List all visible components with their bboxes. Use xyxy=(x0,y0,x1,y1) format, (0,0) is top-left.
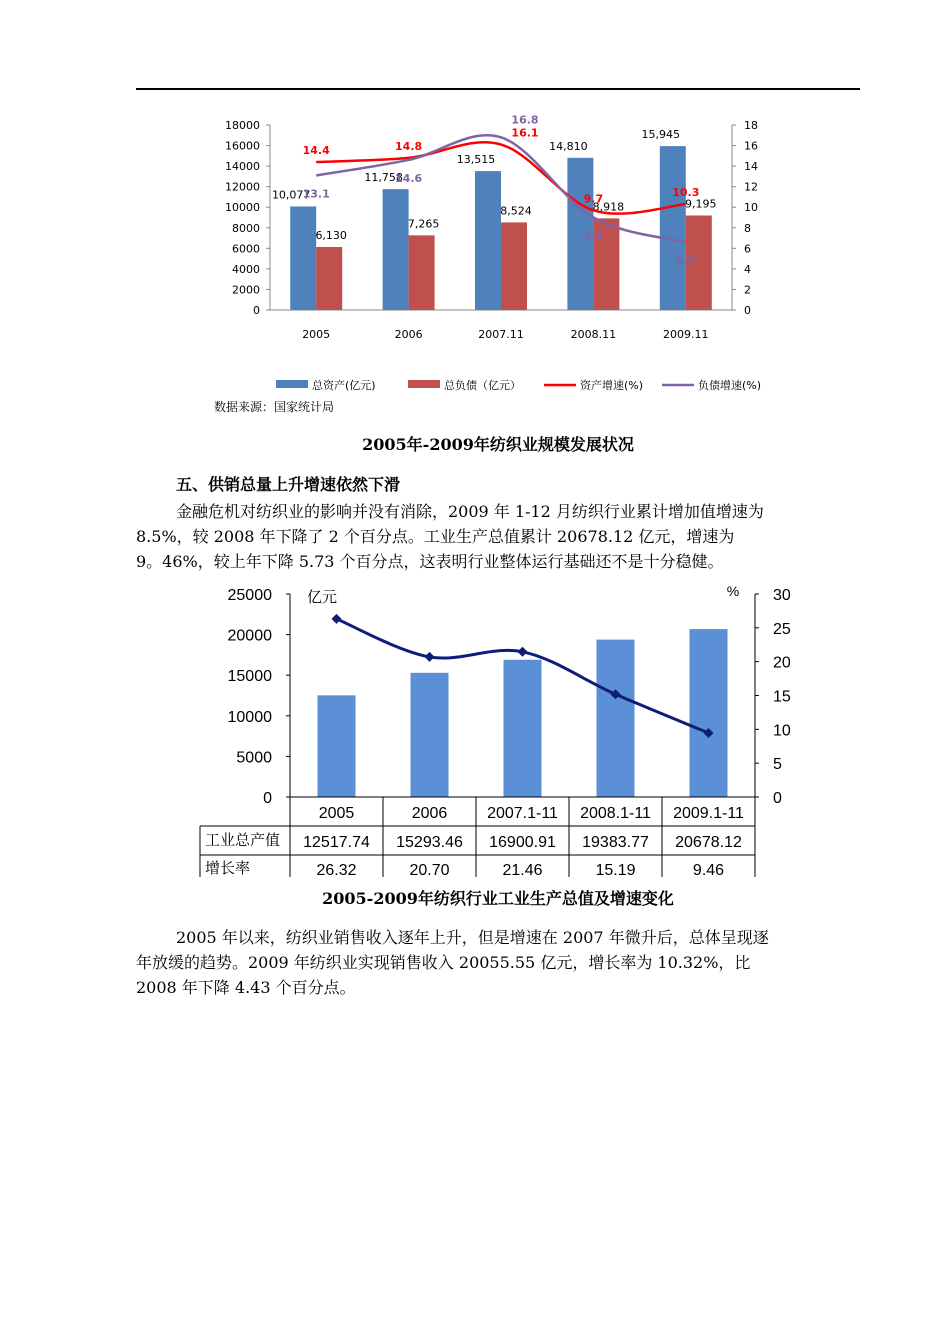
right-tick-label: 0 xyxy=(744,304,751,317)
left-tick-label: 6000 xyxy=(232,242,260,256)
x-tick-label: 2005 xyxy=(318,805,355,822)
right-tick-label: 25 xyxy=(773,620,791,638)
bar-value-label: 15,945 xyxy=(641,128,681,142)
growth-value-label: 16.8 xyxy=(511,113,539,127)
right-tick-label: 10 xyxy=(773,722,791,740)
x-tick-label: 2008.1-11 xyxy=(580,805,651,822)
section-heading: 五、供销总量上升增速依然下滑 xyxy=(176,475,401,494)
table-cell: 20.70 xyxy=(409,862,450,878)
left-tick-label: 20000 xyxy=(227,627,272,645)
left-tick-label: 15000 xyxy=(227,668,272,686)
bar-value-label: 6,130 xyxy=(315,228,347,242)
right-tick-label: 12 xyxy=(744,180,758,194)
bar xyxy=(504,660,542,797)
right-tick-label: 0 xyxy=(773,790,782,807)
bar xyxy=(316,247,342,310)
table-row-header: 增长率 xyxy=(205,859,251,877)
legend-label: 负债增速(%) xyxy=(698,379,762,392)
legend-label: 总负债（亿元） xyxy=(444,379,521,392)
growth-value-label: 14.4 xyxy=(302,144,330,157)
bar-value-label: 8,918 xyxy=(592,200,625,214)
left-tick-label: 4000 xyxy=(232,262,260,276)
growth-value-label: 13.1 xyxy=(302,187,330,201)
bar-value-label: 7,265 xyxy=(407,217,440,231)
bar xyxy=(660,146,686,310)
growth-rate-marker xyxy=(425,652,435,662)
left-tick-label: 8000 xyxy=(232,221,260,235)
right-tick-label: 2 xyxy=(744,283,751,297)
textile-scale-chart xyxy=(0,0,950,440)
growth-value-label: 16.1 xyxy=(511,126,539,140)
growth-rate-marker xyxy=(332,614,342,624)
left-tick-label: 2000 xyxy=(232,283,260,297)
right-tick-label: 16 xyxy=(744,139,758,153)
table-cell: 15293.46 xyxy=(396,834,463,851)
table-cell: 19383.77 xyxy=(582,834,649,851)
bar-value-label: 8,524 xyxy=(500,204,532,218)
figure2-caption: 2005-2009年纺织行业工业生产总值及增速变化 xyxy=(322,889,674,908)
x-tick-label: 2007.1-11 xyxy=(487,805,558,822)
table-row-header: 工业总产值 xyxy=(205,831,281,849)
left-tick-label: 0 xyxy=(253,304,260,317)
bar xyxy=(383,189,409,310)
left-tick-label: 5000 xyxy=(236,749,272,767)
bar-value-label: 9,195 xyxy=(685,197,717,211)
x-tick-label: 2007.11 xyxy=(478,328,524,341)
bar xyxy=(409,235,435,310)
bar xyxy=(411,673,449,797)
table-cell: 20678.12 xyxy=(675,834,742,851)
legend-label: 总资产(亿元) xyxy=(312,379,376,392)
right-tick-label: 5 xyxy=(773,756,782,774)
right-tick-label: 8 xyxy=(744,221,751,235)
growth-rate-marker xyxy=(518,647,528,657)
table-cell: 12517.74 xyxy=(303,834,370,851)
x-tick-label: 2006 xyxy=(411,805,448,822)
growth-value-label: 14.8 xyxy=(395,139,423,153)
paragraph-1 xyxy=(136,499,860,574)
left-tick-label: 18000 xyxy=(225,119,260,132)
x-tick-label: 2008.11 xyxy=(570,328,617,341)
left-tick-label: 16000 xyxy=(225,139,260,153)
x-tick-label: 2009.11 xyxy=(663,328,709,341)
bar xyxy=(501,222,527,310)
right-tick-label: 6 xyxy=(744,242,751,256)
bar xyxy=(318,695,356,797)
left-tick-label: 25000 xyxy=(227,587,272,604)
bar xyxy=(690,629,728,797)
x-tick-label: 2009.1-11 xyxy=(673,805,744,822)
table-cell: 21.46 xyxy=(502,862,543,878)
paragraph-2 xyxy=(136,925,860,1000)
growth-value-label: 10.3 xyxy=(672,186,700,200)
left-tick-label: 12000 xyxy=(225,180,260,194)
growth-value-label: 9.0 xyxy=(583,229,604,243)
left-tick-label: 14000 xyxy=(225,160,260,174)
bar xyxy=(475,171,501,310)
x-tick-label: 2006 xyxy=(394,328,423,341)
paragraph-1-line: 9。46%，较上年下降 5.73 个百分点，这表明行业整体运行基础还不是十分稳健。 xyxy=(136,552,724,571)
x-tick-label: 2005 xyxy=(302,328,331,341)
right-tick-label: 4 xyxy=(744,262,751,276)
legend-swatch xyxy=(408,380,440,388)
right-tick-label: 30 xyxy=(773,587,791,604)
right-tick-label: 10 xyxy=(744,201,758,215)
table-cell: 9.46 xyxy=(692,862,725,878)
left-axis-unit: 亿元 xyxy=(306,588,338,606)
source-note: 数据来源：国家统计局 xyxy=(214,400,335,414)
legend-swatch xyxy=(276,380,308,388)
paragraph-1-line: 8.5%，较 2008 年下降了 2 个百分点。工业生产总值累计 20678.12 亿元，增速为 xyxy=(136,527,735,546)
paragraph-2-line: 2005 年以来，纺织业销售收入逐年上升，但是增速在 2007 年微升后，总体呈现逐 xyxy=(176,928,769,947)
left-tick-label: 0 xyxy=(263,790,272,807)
left-tick-label: 10000 xyxy=(227,708,272,726)
legend-label: 资产增速(%) xyxy=(580,379,644,392)
bar-value-label: 14,810 xyxy=(549,139,588,153)
bar-value-label: 10,077 xyxy=(271,188,311,202)
right-tick-label: 20 xyxy=(773,654,791,672)
bar xyxy=(290,206,316,310)
bar xyxy=(597,640,635,797)
right-tick-label: 18 xyxy=(744,119,758,132)
right-tick-label: 14 xyxy=(744,160,758,174)
growth-value-label: 14.6 xyxy=(395,171,423,185)
paragraph-1-line: 金融危机对纺织业的影响并没有消除，2009 年 1-12 月纺织行业累计增加值增速为 xyxy=(176,502,764,521)
right-axis-unit: % xyxy=(726,583,740,599)
bar-value-label: 13,515 xyxy=(456,153,496,167)
growth-value-label: 6.6 xyxy=(676,254,696,268)
table-cell: 26.32 xyxy=(316,862,357,878)
left-tick-label: 10000 xyxy=(225,201,260,215)
right-tick-label: 15 xyxy=(773,688,791,706)
bar-value-label: 11,758 xyxy=(364,171,403,185)
paragraph-2-line: 2008 年下降 4.43 个百分点。 xyxy=(136,978,356,997)
table-cell: 15.19 xyxy=(595,862,636,878)
growth-value-label: 9.7 xyxy=(583,192,604,206)
paragraph-2-line: 年放缓的趋势。2009 年纺织业实现销售收入 20055.55 亿元，增长率为 10.32%，比 xyxy=(136,953,751,972)
figure1-caption: 2005年-2009年纺织业规模发展状况 xyxy=(362,435,634,454)
output-growth-chart xyxy=(0,578,950,878)
table-cell: 16900.91 xyxy=(489,834,556,851)
